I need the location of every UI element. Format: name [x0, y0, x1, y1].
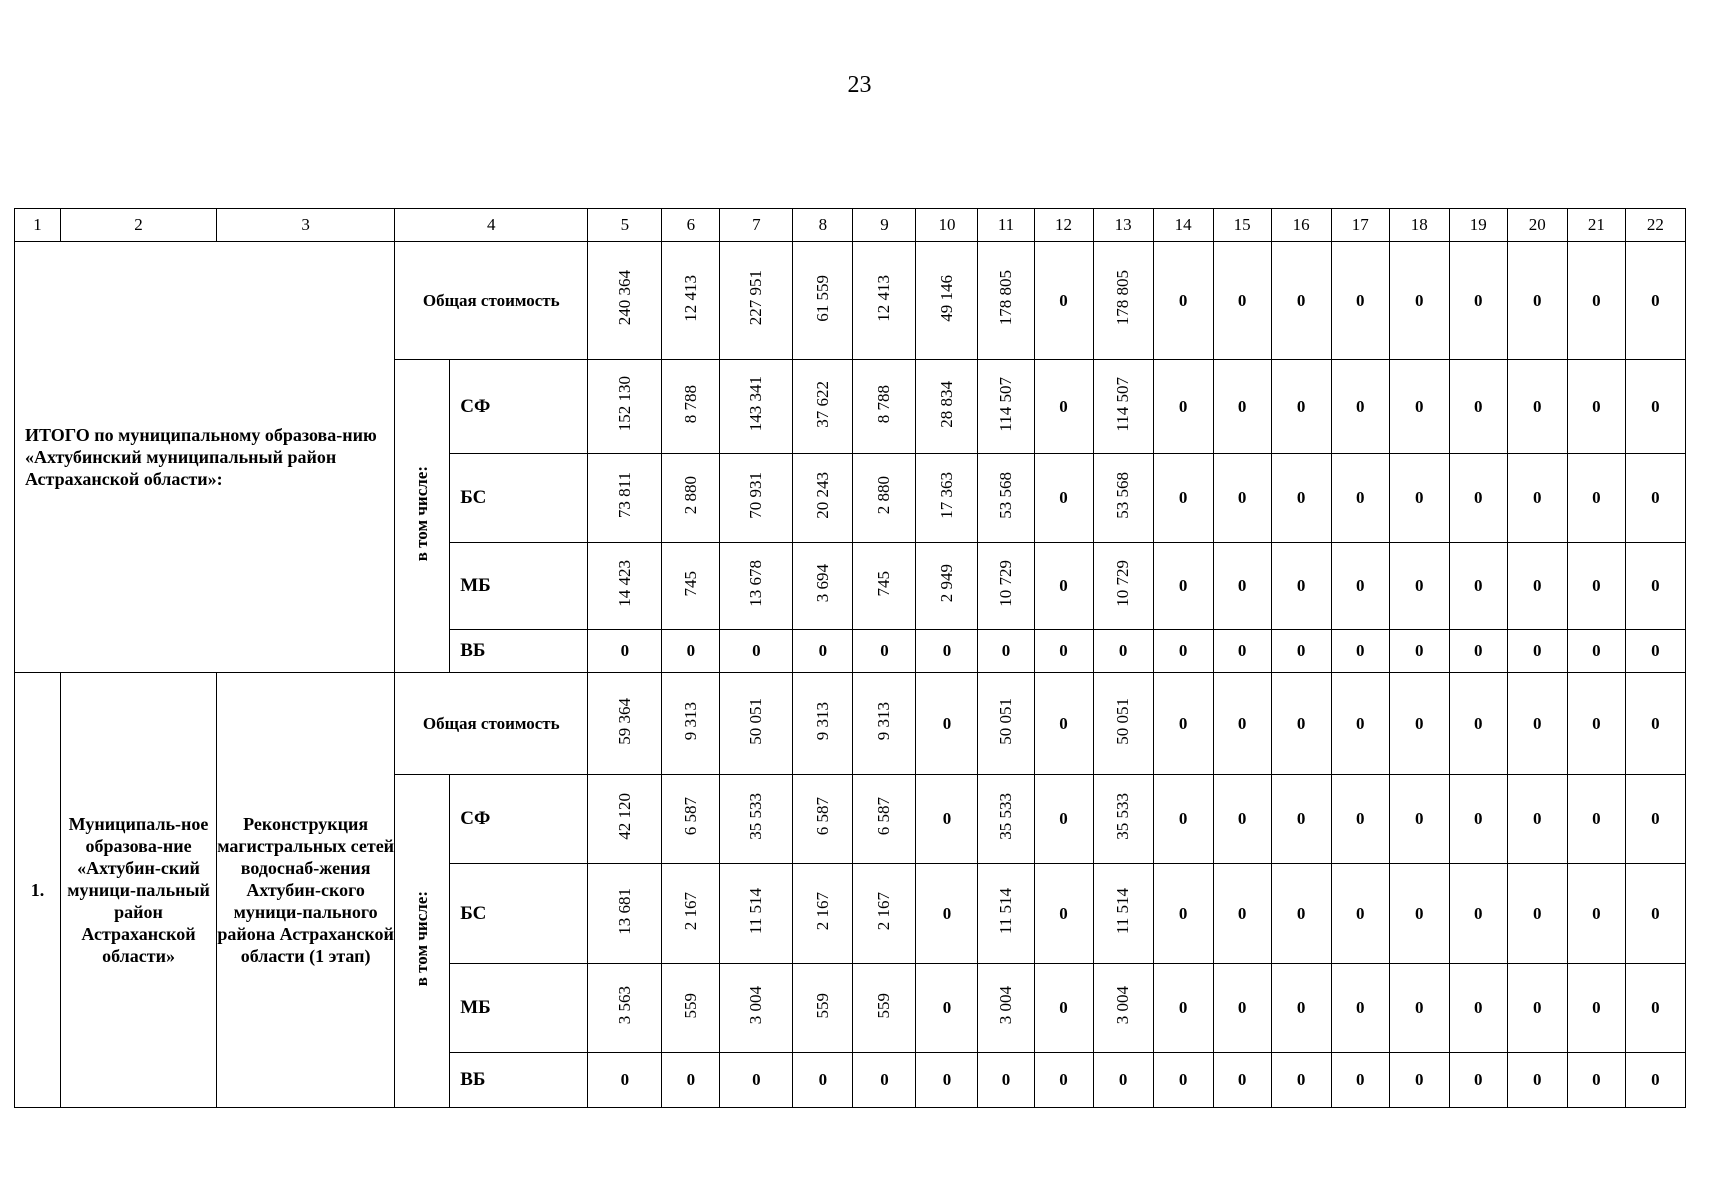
funding-source: БС [450, 864, 588, 964]
value-cell: 0 [1567, 242, 1625, 360]
value-cell [793, 242, 853, 360]
value-text: 53 568 [996, 472, 1015, 519]
value-cell: 0 [916, 630, 978, 673]
page-number: 23 [847, 72, 872, 98]
value-cell: 0 [978, 1053, 1034, 1108]
value-cell [978, 775, 1034, 864]
value-text: 2 167 [812, 891, 832, 931]
column-header: 1 [15, 209, 61, 242]
value-cell: 0 [1507, 454, 1567, 543]
funding-source: ВБ [450, 630, 588, 673]
value-cell [793, 964, 853, 1053]
value-cell: 0 [720, 630, 793, 673]
value-cell: 0 [1153, 775, 1213, 864]
value-text: 152 130 [614, 376, 634, 432]
value-text: 3 563 [614, 986, 634, 1025]
value-cell: 0 [1271, 864, 1331, 964]
value-cell: 0 [1449, 673, 1507, 775]
value-cell [793, 360, 853, 454]
value-cell: 0 [1507, 360, 1567, 454]
value-cell: 0 [1153, 673, 1213, 775]
value-cell [662, 242, 720, 360]
value-text: 227 951 [746, 270, 766, 326]
value-cell [978, 673, 1034, 775]
value-cell: 0 [916, 864, 978, 964]
value-text: 35 533 [1113, 793, 1133, 840]
value-cell: 0 [1213, 864, 1271, 964]
municipality-name: Муниципаль-ное образова-ние «Ахтубин-ский муници-пальный район Астраханской области» [61, 673, 217, 1108]
value-cell [793, 673, 853, 775]
value-cell: 0 [1625, 543, 1685, 630]
value-cell [916, 242, 978, 360]
value-cell: 0 [1271, 360, 1331, 454]
value-cell [662, 673, 720, 775]
funding-source: МБ [450, 964, 588, 1053]
value-cell: 0 [1449, 454, 1507, 543]
value-text: 59 364 [614, 697, 634, 745]
value-cell: 0 [1331, 1053, 1389, 1108]
total-label: ИТОГО по муниципальному образова-нию «Ахтубинский муниципальный район Астраханской области»: [15, 242, 395, 673]
funding-source: СФ [450, 360, 588, 454]
value-cell: 0 [1567, 864, 1625, 964]
value-cell: 0 [1449, 1053, 1507, 1108]
value-cell: 0 [1449, 964, 1507, 1053]
value-cell: 0 [1034, 543, 1093, 630]
funding-source: ВБ [450, 1053, 588, 1108]
value-cell [1093, 543, 1153, 630]
value-cell: 0 [1449, 543, 1507, 630]
value-cell: 0 [1153, 242, 1213, 360]
including-label-text: в том числе: [412, 465, 432, 562]
value-text: 3 004 [746, 986, 766, 1025]
value-cell: 0 [1389, 775, 1449, 864]
value-cell: 0 [1034, 673, 1093, 775]
value-cell: 0 [1507, 964, 1567, 1053]
value-cell: 0 [1213, 775, 1271, 864]
value-cell: 0 [1271, 964, 1331, 1053]
column-header: 15 [1213, 209, 1271, 242]
value-cell: 0 [1034, 454, 1093, 543]
value-cell [1093, 454, 1153, 543]
value-cell: 0 [1153, 543, 1213, 630]
column-header: 3 [217, 209, 395, 242]
column-header: 19 [1449, 209, 1507, 242]
value-text: 50 051 [996, 697, 1015, 745]
value-cell: 0 [1389, 360, 1449, 454]
value-cell [662, 543, 720, 630]
value-cell: 0 [1625, 242, 1685, 360]
value-cell [1093, 775, 1153, 864]
value-cell [1093, 964, 1153, 1053]
column-header: 2 [61, 209, 217, 242]
value-cell: 0 [1153, 630, 1213, 673]
value-text: 745 [680, 570, 700, 597]
value-cell [978, 454, 1034, 543]
value-cell: 0 [1449, 630, 1507, 673]
value-cell [720, 242, 793, 360]
value-cell [978, 242, 1034, 360]
value-cell: 0 [1567, 543, 1625, 630]
column-header: 4 [395, 209, 588, 242]
value-cell: 0 [1271, 1053, 1331, 1108]
value-cell: 0 [1567, 630, 1625, 673]
value-cell: 0 [1213, 630, 1271, 673]
value-cell [793, 775, 853, 864]
table-row [15, 242, 1686, 360]
value-cell: 0 [916, 1053, 978, 1108]
value-cell: 0 [1331, 242, 1389, 360]
value-cell: 0 [1449, 242, 1507, 360]
value-text: 3 004 [1113, 986, 1133, 1025]
value-cell [720, 864, 793, 964]
value-cell: 0 [1449, 864, 1507, 964]
value-cell [1093, 242, 1153, 360]
value-cell: 0 [1331, 543, 1389, 630]
value-cell [916, 360, 978, 454]
value-cell [853, 242, 916, 360]
value-cell [978, 964, 1034, 1053]
value-cell: 0 [1389, 1053, 1449, 1108]
value-cell: 0 [1567, 360, 1625, 454]
value-text: 6 587 [874, 797, 894, 836]
value-cell [853, 673, 916, 775]
value-cell: 0 [720, 1053, 793, 1108]
column-header: 16 [1271, 209, 1331, 242]
value-cell: 0 [1153, 454, 1213, 543]
value-cell: 0 [1507, 673, 1567, 775]
value-cell: 0 [1034, 1053, 1093, 1108]
value-text: 70 931 [746, 472, 766, 519]
value-cell [1093, 673, 1153, 775]
value-cell [588, 543, 662, 630]
value-cell: 0 [588, 630, 662, 673]
value-cell: 0 [1271, 775, 1331, 864]
value-cell: 0 [1331, 864, 1389, 964]
value-text: 20 243 [812, 472, 832, 519]
value-text: 10 729 [1113, 560, 1133, 607]
value-cell [662, 864, 720, 964]
value-cell: 0 [853, 630, 916, 673]
value-cell: 0 [1153, 864, 1213, 964]
value-cell: 0 [1153, 1053, 1213, 1108]
value-cell: 0 [1271, 630, 1331, 673]
value-text: 178 805 [996, 270, 1015, 326]
value-cell: 0 [1389, 242, 1449, 360]
column-header: 20 [1507, 209, 1567, 242]
value-text: 11 514 [746, 887, 766, 935]
column-header: 17 [1331, 209, 1389, 242]
value-cell: 0 [1093, 630, 1153, 673]
value-text: 13 681 [614, 887, 634, 935]
value-cell: 0 [793, 1053, 853, 1108]
value-cell: 0 [1507, 1053, 1567, 1108]
value-cell: 0 [1507, 543, 1567, 630]
value-text: 17 363 [936, 472, 956, 519]
value-cell [853, 543, 916, 630]
column-header: 18 [1389, 209, 1449, 242]
value-cell: 0 [1153, 360, 1213, 454]
value-cell: 0 [1625, 630, 1685, 673]
value-cell: 0 [1449, 360, 1507, 454]
value-text: 61 559 [812, 274, 832, 322]
value-cell: 0 [1153, 964, 1213, 1053]
value-cell: 0 [1389, 673, 1449, 775]
column-header: 21 [1567, 209, 1625, 242]
value-cell [978, 360, 1034, 454]
funding-source: БС [450, 454, 588, 543]
value-cell: 0 [1331, 673, 1389, 775]
value-cell: 0 [1093, 1053, 1153, 1108]
value-text: 10 729 [996, 560, 1015, 607]
source-total-cost: Общая стоимость [395, 242, 588, 360]
value-cell: 0 [1331, 964, 1389, 1053]
column-header: 6 [662, 209, 720, 242]
value-text: 6 587 [680, 797, 700, 836]
value-cell [1093, 360, 1153, 454]
value-cell: 0 [1567, 454, 1625, 543]
value-cell: 0 [1389, 964, 1449, 1053]
value-cell: 0 [1271, 454, 1331, 543]
value-cell: 0 [1331, 360, 1389, 454]
value-cell [720, 964, 793, 1053]
value-cell [916, 454, 978, 543]
value-cell [662, 775, 720, 864]
value-cell: 0 [916, 964, 978, 1053]
value-cell: 0 [1034, 864, 1093, 964]
value-cell: 0 [1507, 775, 1567, 864]
value-cell: 0 [1625, 454, 1685, 543]
value-cell [853, 454, 916, 543]
value-cell: 0 [1034, 242, 1093, 360]
value-cell: 0 [1034, 630, 1093, 673]
value-cell: 0 [1389, 543, 1449, 630]
value-cell: 0 [1625, 775, 1685, 864]
value-text: 178 805 [1113, 270, 1133, 326]
including-label [395, 775, 450, 1108]
value-text: 53 568 [1113, 472, 1133, 519]
value-cell: 0 [1034, 360, 1093, 454]
value-cell [1093, 864, 1153, 964]
value-text: 9 313 [874, 701, 894, 741]
value-cell: 0 [1271, 673, 1331, 775]
value-cell [662, 964, 720, 1053]
value-cell [853, 775, 916, 864]
value-cell: 0 [1625, 1053, 1685, 1108]
value-cell [588, 454, 662, 543]
value-cell: 0 [1034, 964, 1093, 1053]
value-cell: 0 [1213, 360, 1271, 454]
value-text: 12 413 [874, 274, 894, 322]
value-cell: 0 [1213, 673, 1271, 775]
value-cell: 0 [1507, 864, 1567, 964]
value-cell [720, 360, 793, 454]
value-cell [793, 454, 853, 543]
value-cell: 0 [1567, 673, 1625, 775]
value-text: 143 341 [746, 376, 766, 432]
value-text: 8 788 [874, 384, 894, 424]
value-text: 73 811 [614, 472, 634, 519]
value-cell [720, 454, 793, 543]
value-text: 6 587 [812, 797, 832, 836]
value-cell: 0 [1625, 964, 1685, 1053]
value-cell [720, 673, 793, 775]
value-cell [853, 360, 916, 454]
value-cell [588, 360, 662, 454]
value-text: 2 880 [680, 476, 700, 515]
value-cell: 0 [1213, 964, 1271, 1053]
value-cell: 0 [1331, 454, 1389, 543]
value-text: 114 507 [1113, 376, 1133, 432]
value-cell: 0 [588, 1053, 662, 1108]
value-cell: 0 [1213, 543, 1271, 630]
value-text: 2 880 [874, 476, 894, 515]
value-cell: 0 [1389, 454, 1449, 543]
value-cell: 0 [1625, 864, 1685, 964]
project-name: Реконструкция магистральных сетей водоснаб-жения Ахтубин-ского муници-пального района Астраханской области (1 этап) [217, 673, 395, 1108]
value-cell: 0 [1331, 775, 1389, 864]
value-cell: 0 [1389, 630, 1449, 673]
column-header: 5 [588, 209, 662, 242]
value-text: 240 364 [614, 270, 634, 326]
source-total-cost: Общая стоимость [395, 673, 588, 775]
value-text: 12 413 [680, 274, 700, 322]
value-cell [662, 454, 720, 543]
column-header: 8 [793, 209, 853, 242]
column-header: 9 [853, 209, 916, 242]
value-cell [588, 775, 662, 864]
value-cell: 0 [916, 673, 978, 775]
funding-table [14, 208, 1686, 1108]
value-cell: 0 [1389, 864, 1449, 964]
column-header: 12 [1034, 209, 1093, 242]
value-text: 559 [680, 992, 700, 1019]
value-text: 14 423 [614, 560, 634, 607]
value-text: 114 507 [996, 376, 1015, 432]
table-row [15, 673, 1686, 775]
value-cell: 0 [662, 1053, 720, 1108]
value-text: 745 [874, 570, 894, 597]
value-text: 35 533 [996, 793, 1015, 840]
value-text: 3 004 [996, 986, 1015, 1025]
value-text: 11 514 [996, 887, 1015, 935]
value-cell [588, 964, 662, 1053]
value-text: 28 834 [936, 380, 956, 428]
value-text: 9 313 [680, 701, 700, 741]
including-label-text: в том числе: [412, 890, 432, 987]
funding-source: МБ [450, 543, 588, 630]
value-cell: 0 [793, 630, 853, 673]
value-cell [978, 864, 1034, 964]
value-cell [720, 775, 793, 864]
value-text: 559 [874, 992, 894, 1019]
value-text: 35 533 [746, 793, 766, 840]
column-number-row [15, 209, 1686, 242]
value-cell: 0 [1507, 242, 1567, 360]
value-cell: 0 [1449, 775, 1507, 864]
value-cell [588, 864, 662, 964]
value-cell: 0 [1507, 630, 1567, 673]
value-text: 50 051 [746, 697, 766, 745]
value-cell: 0 [978, 630, 1034, 673]
value-text: 42 120 [614, 793, 634, 840]
value-cell [853, 864, 916, 964]
value-cell [662, 360, 720, 454]
value-text: 50 051 [1113, 697, 1133, 745]
value-text: 2 167 [680, 891, 700, 931]
value-cell: 0 [1567, 964, 1625, 1053]
value-cell [916, 543, 978, 630]
value-cell [720, 543, 793, 630]
value-text: 37 622 [812, 380, 832, 428]
value-cell: 0 [1213, 242, 1271, 360]
column-header: 10 [916, 209, 978, 242]
value-text: 13 678 [746, 560, 766, 607]
item-number: 1. [15, 673, 61, 1108]
value-cell [793, 543, 853, 630]
including-label [395, 360, 450, 673]
value-cell [588, 242, 662, 360]
value-cell: 0 [1213, 1053, 1271, 1108]
value-text: 559 [812, 992, 832, 1019]
value-cell: 0 [1034, 775, 1093, 864]
value-cell: 0 [1331, 630, 1389, 673]
column-header: 11 [978, 209, 1034, 242]
value-cell: 0 [1625, 360, 1685, 454]
value-cell: 0 [662, 630, 720, 673]
column-header: 13 [1093, 209, 1153, 242]
value-text: 11 514 [1113, 887, 1133, 935]
value-text: 3 694 [812, 564, 832, 603]
value-cell: 0 [853, 1053, 916, 1108]
value-cell [978, 543, 1034, 630]
value-cell: 0 [1567, 775, 1625, 864]
column-header: 22 [1625, 209, 1685, 242]
value-cell: 0 [1625, 673, 1685, 775]
column-header: 14 [1153, 209, 1213, 242]
value-cell: 0 [1271, 543, 1331, 630]
value-cell: 0 [1567, 1053, 1625, 1108]
value-text: 49 146 [936, 274, 956, 322]
value-cell: 0 [1213, 454, 1271, 543]
column-header: 7 [720, 209, 793, 242]
value-text: 9 313 [812, 701, 832, 741]
value-text: 8 788 [680, 384, 700, 424]
value-cell: 0 [1271, 242, 1331, 360]
value-cell [588, 673, 662, 775]
funding-source: СФ [450, 775, 588, 864]
value-text: 2 949 [936, 564, 956, 603]
value-cell: 0 [916, 775, 978, 864]
value-text: 2 167 [874, 891, 894, 931]
value-cell [793, 864, 853, 964]
value-cell [853, 964, 916, 1053]
